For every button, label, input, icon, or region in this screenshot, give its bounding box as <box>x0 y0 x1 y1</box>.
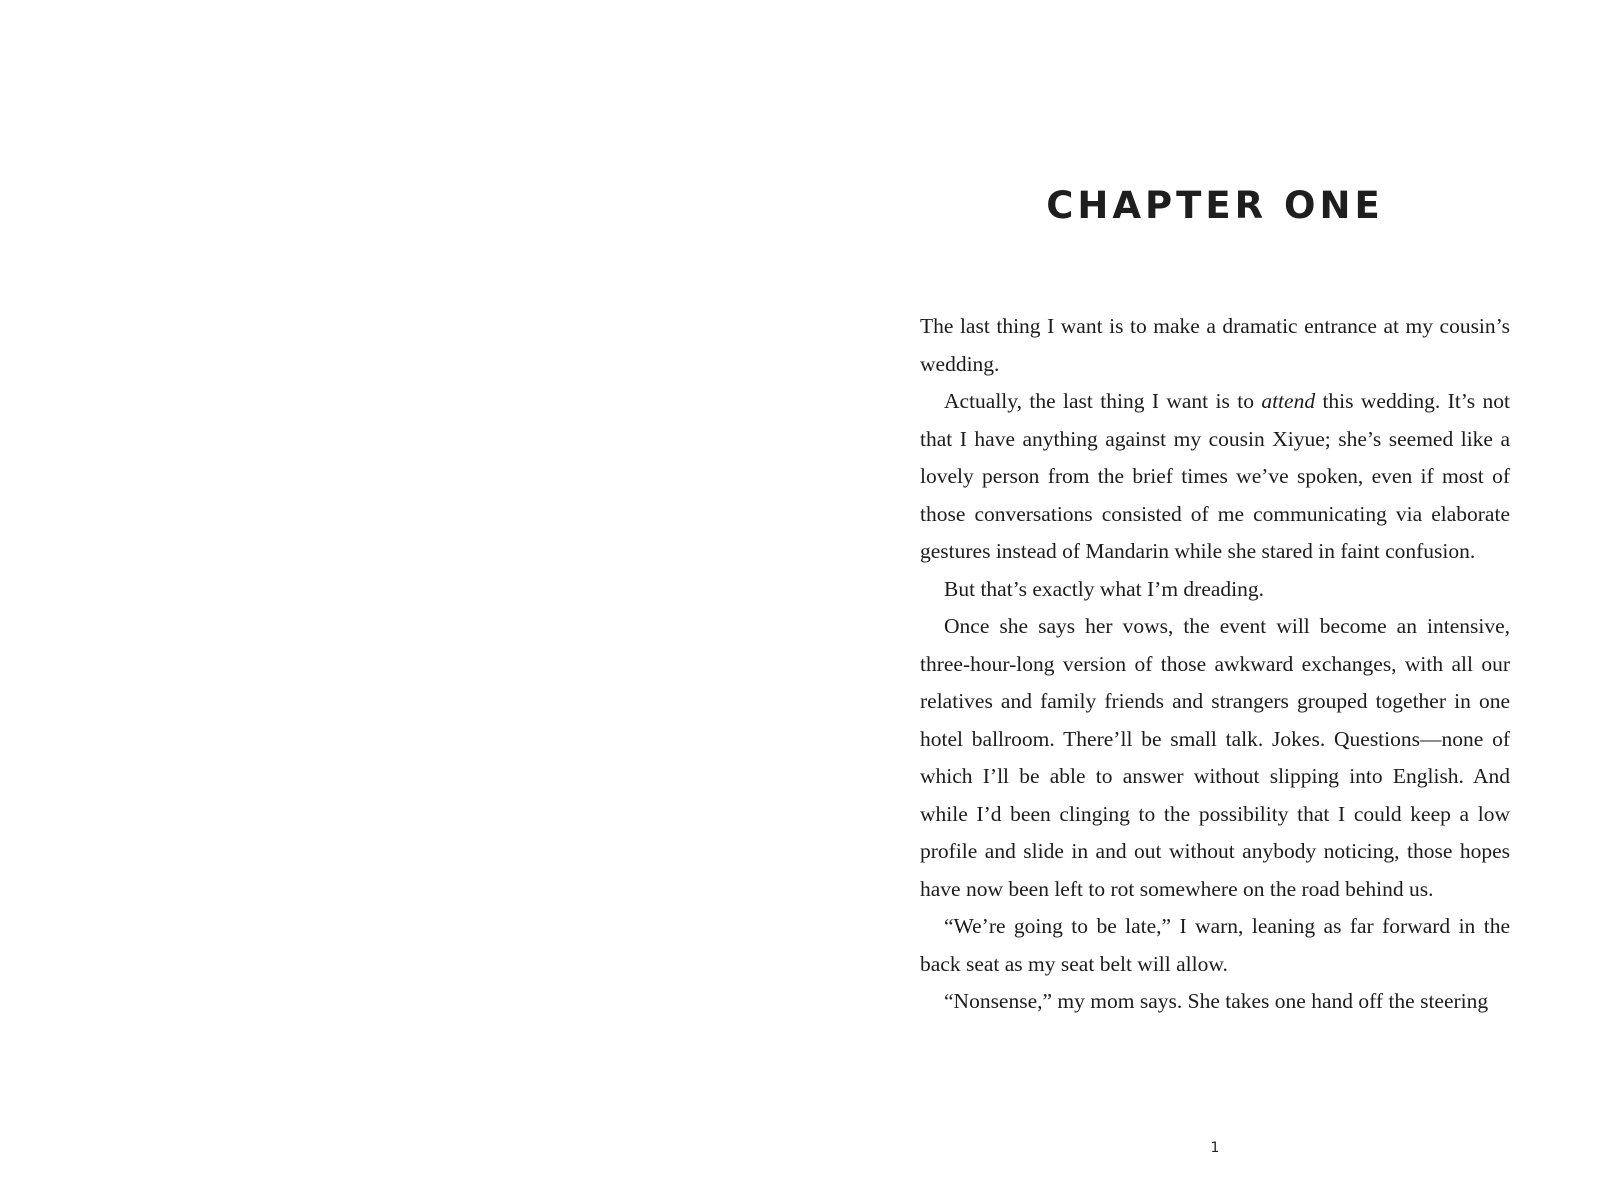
paragraph-3: But that’s exactly what I’m dreading. <box>944 576 1265 601</box>
page-number: 1 <box>1210 1140 1220 1156</box>
chapter-body-text <box>920 308 1510 1021</box>
paragraph-5: “We’re going to be late,” I warn, leaning as far forward in the back seat as my seat belt will allow. <box>920 914 1510 976</box>
paragraph-2-emphasis: attend <box>1261 389 1316 413</box>
paragraph-2 <box>920 383 1510 571</box>
chapter-title: CHAPTER ONE <box>1046 184 1384 227</box>
paragraph-2-before: Actually, the last thing I want is to <box>944 389 1262 413</box>
paragraph-1: The last thing I want is to make a dramatic entrance at my cousin’s wedding. <box>920 314 1510 376</box>
paragraph-4: Once she says her vows, the event will become an intensive, three-hour-long version of those awkward exchanges, with all our relatives and family friends and strangers grouped together in one hotel ballroom. There’ll be small talk. Jokes. Questions—none of which I’ll be able to answer without slipping into English. And while I’d been clinging to the possibility that I could keep a low profile and slide in and out without anybody noticing, those hopes have now been left to rot somewhere on the road behind us. <box>920 614 1510 901</box>
paragraph-6: “Nonsense,” my mom says. She takes one hand off the steering <box>944 989 1489 1013</box>
paragraph-2-after: this wedding. It’s not that I have anything against my cousin Xiyue; she’s seemed like a lovely person from the brief times we’ve spoken, even if most of those conversations consisted of me communicating via elaborate gestures instead of Mandarin while she stared in faint confusion. <box>920 389 1510 563</box>
